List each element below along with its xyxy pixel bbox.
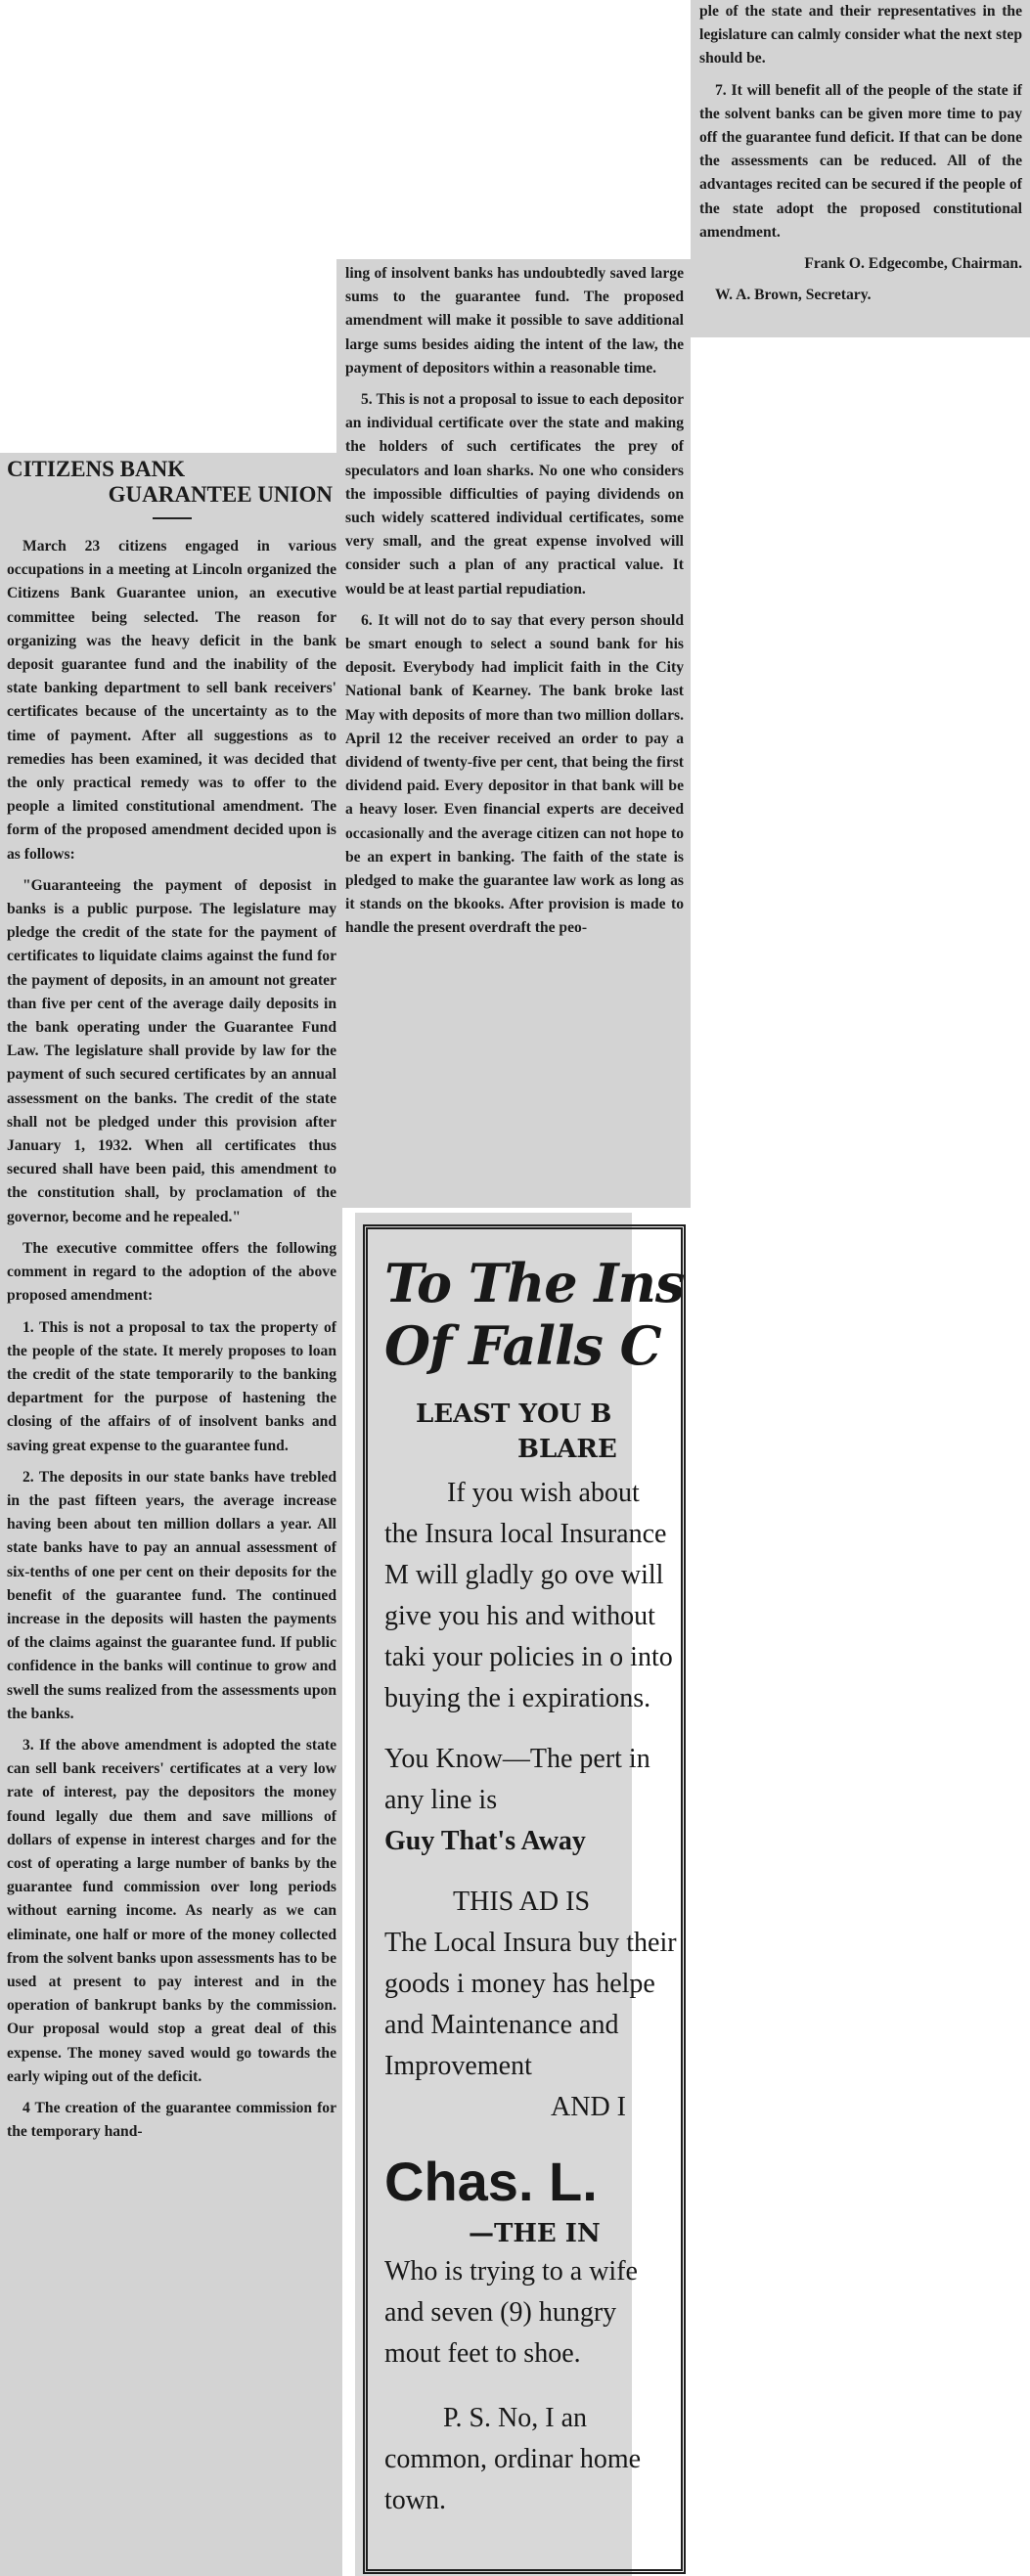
ad-body-3-head: THIS AD IS xyxy=(453,1887,591,1917)
signature-secretary: W. A. Brown, Secretary. xyxy=(715,287,872,304)
col2-paragraph: 5. This is not a proposal to issue to each depositor an individual certificate over the state and making the holders of such certificates the prey of speculators and loan sharks. No one who considers the impossible difficulties of paying dividends on such widely scattered individual certificates, some very small, and the great expense involved will consider such a plan of any practical value. It would be at least partial repudiation. xyxy=(345,391,684,598)
col2-paragraph: ling of insolvent banks has undoubtedly saved large sums to the guarantee fund. The proposed amendment will make it possible to save additional large sums besides aiding the intent of the law, the payment of depositors within a reasonable time. xyxy=(345,265,684,377)
ad-body-3-tail: AND I xyxy=(551,2092,626,2122)
ad-body-4: Who is trying to a wife and seven (9) hungry mout feet to shoe. xyxy=(384,2256,638,2369)
col1-paragraph: 2. The deposits in our state banks have trebled in the past fifteen years, the average increase having been about ten million dollars a year. All state banks have to pay an annual assessment of six-tenths of one per cent on their deposits for the benefit of the guarantee fund. The continued increase in the deposits will hasten the payments of the claims against the guarantee fund. If public confidence in the banks will continue to grow and swell the sums realized from the assessments upon the banks. xyxy=(7,1468,336,1722)
ad-body-1: If you wish about the Insura local Insurance M will gladly go ove will give you his and without taki your policies in o into buying the i expirations. xyxy=(384,1478,673,1713)
headline-line-1: CITIZENS BANK xyxy=(7,457,186,481)
column-2 xyxy=(336,259,691,1208)
column-1 xyxy=(0,453,342,2576)
ad-name: Chas. L. xyxy=(384,2151,598,2212)
col1-paragraph: 1. This is not a proposal to tax the property of the people of the state. It merely proposes to loan the credit of the state temporarily to the banking department for the purpose of hastening the closing of the affairs of of insolvent banks and saving great expense to the guarantee fund. xyxy=(7,1318,336,1454)
ad-title-line-1: To The Ins xyxy=(384,1252,685,1314)
col1-paragraph: March 23 citizens engaged in various occupations in a meeting at Lincoln organized the Citizens Bank Guarantee union, an executive committee being selected. The reason for organizing was the heavy deficit in the bank deposit guarantee fund and the inability of the state banking department to sell bank receivers' certificates because of the uncertainty as to the time of payment. After all suggestions as to remedies has been examined, it was decided that the only practical remedy was to offer to the people a limited constitutional amendment. The form of the proposed amendment decided upon is as follows: xyxy=(7,538,336,863)
col1-paragraph: The executive committee offers the following comment in regard to the adoption of the above proposed amendment: xyxy=(7,1239,336,1305)
insurance-advertisement xyxy=(355,1213,685,2576)
ad-title-line-2: Of Falls C xyxy=(384,1314,661,1377)
ad-body-2: You Know—The pert in any line is xyxy=(384,1744,650,1815)
ad-content xyxy=(384,1252,737,2521)
headline-rule xyxy=(153,517,192,519)
col1-paragraph: "Guaranteeing the payment of deposist in banks is a public purpose. The legislature may pledge the credit of the state for the payment of certificates to liquidate claims against the fund for the payment of deposits, in an amount not greater than five per cent of the average daily deposits in the bank operating under the Guarantee Fund Law. The legislature shall provide by law for the payment of such secured certificates by an annual assessment on the banks. The credit of the state shall not be pledged under this provision after January 1, 1932. When all certificates thus secured shall have been paid, this amendment to the constitution shall, by proclamation of the governor, become and he repealed." xyxy=(7,876,336,1225)
ad-name-sub: —THE IN xyxy=(469,2219,601,2248)
ad-body-5: P. S. No, I an common, ordinar home town. xyxy=(384,2403,642,2515)
ad-body-3: The Local Insura buy their goods i money has helpe and Maintenance and Improvement xyxy=(384,1928,677,2081)
col1-paragraph: 3. If the above amendment is adopted the state can sell bank receivers' certificates at a very low rate of interest, pay the depositors the money found legally due them and save millions of dollars of expense in interest charges and for the cost of operating a large number of banks by the guarantee fund commission over long periods without earning income. As nearly as we can eliminate, one half or more of the money collected from the solvent banks upon assessments has to be used at present to pay interest and in the operation of bankrupt banks by the commission. Our proposal would stop a great deal of this expense. The money saved would go towards the early wiping out of the deficit. xyxy=(7,1736,336,2085)
ad-subhead-1: LEAST YOU B xyxy=(416,1399,612,1429)
headline-line-2: GUARANTEE UNION xyxy=(108,482,333,507)
ad-body-2-bold: Guy That's Away xyxy=(384,1826,586,1856)
signature-chairman: Frank O. Edgecombe, Chairman. xyxy=(804,255,1022,273)
ad-subhead-2: BLARE xyxy=(517,1435,617,1464)
column-3 xyxy=(691,0,1030,337)
col2-paragraph: 6. It will not do to say that every person should be smart enough to select a sound bank for his deposit. Everybody had implicit faith in the City National bank of Kearney. The bank broke last May with deposits of more than two million dollars. April 12 the receiver received an order to pay a dividend of twenty-five per cent, that being the first dividend paid. Every depositor in that bank will be a heavy loser. Even financial experts are deceived occasionally and the average citizen can not hope to be an expert in banking. The faith of the state is pledged to make the guarantee law work as long as it stands on the bkooks. After provision is made to handle the present overdraft the peo- xyxy=(345,611,684,937)
col1-paragraph: 4 The creation of the guarantee commission for the temporary hand- xyxy=(7,2100,336,2141)
col3-paragraph: ple of the state and their representatives in the legislature can calmly consider what the next step should be. xyxy=(699,3,1022,67)
col3-paragraph: 7. It will benefit all of the people of the state if the solvent banks can be given more time to pay off the guarantee fund deficit. If that can be done the assessments can be reduced. All of the advantages recited can be secured if the people of the state adopt the proposed constitutional amendment. xyxy=(699,81,1022,241)
